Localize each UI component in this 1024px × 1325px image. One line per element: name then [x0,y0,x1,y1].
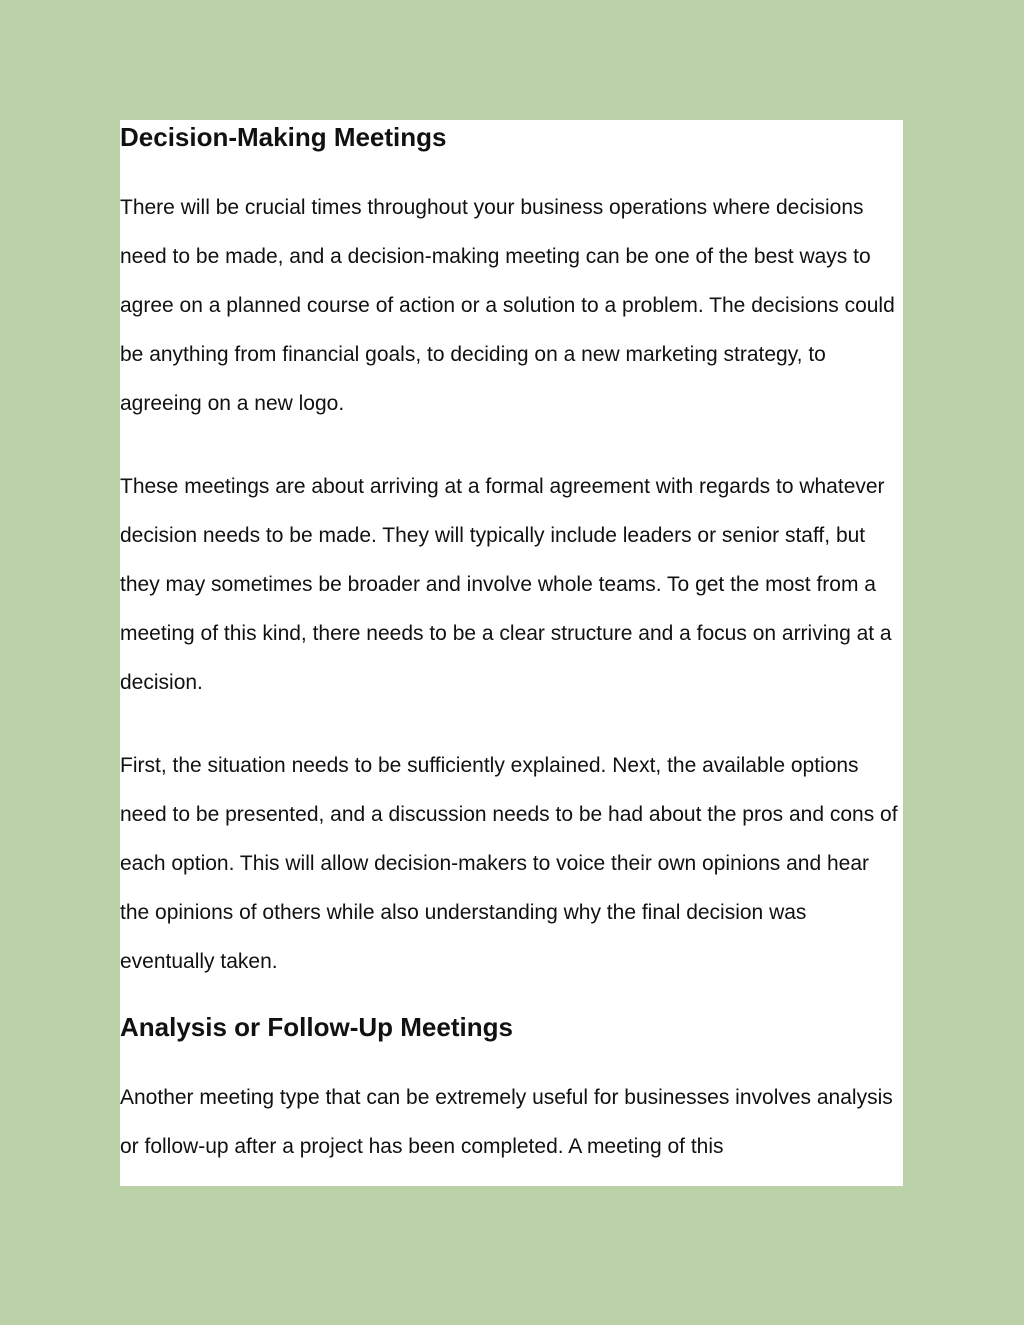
paragraph: These meetings are about arriving at a formal agreement with regards to whatever decision needs to be made. They will typically include leaders or senior staff, but they may sometimes be broader and involve whole teams. To get the most from a meeting of this kind, there needs to be a clear structure and a focus on arriving at a decision. [120,475,892,694]
section-heading: Decision-Making Meetings [120,122,447,152]
document-page [120,120,903,1186]
paragraph: There will be crucial times throughout your business operations where decisions need to be made, and a decision-making meeting can be one of the best ways to agree on a planned course of action or a solution to a problem. The decisions could be anything from financial goals, to deciding on a new marketing strategy, to agreeing on a new logo. [120,196,895,415]
section-heading: Analysis or Follow-Up Meetings [120,1012,513,1042]
paragraph: First, the situation needs to be sufficiently explained. Next, the available options need to be presented, and a discussion needs to be had about the pros and cons of each option. This will allow decision-makers to voice their own opinions and hear the opinions of others while also understanding why the final decision was eventually taken. [120,754,898,973]
paragraph: Another meeting type that can be extremely useful for businesses involves analysis or follow-up after a project has been completed. A meeting of this [120,1086,893,1158]
